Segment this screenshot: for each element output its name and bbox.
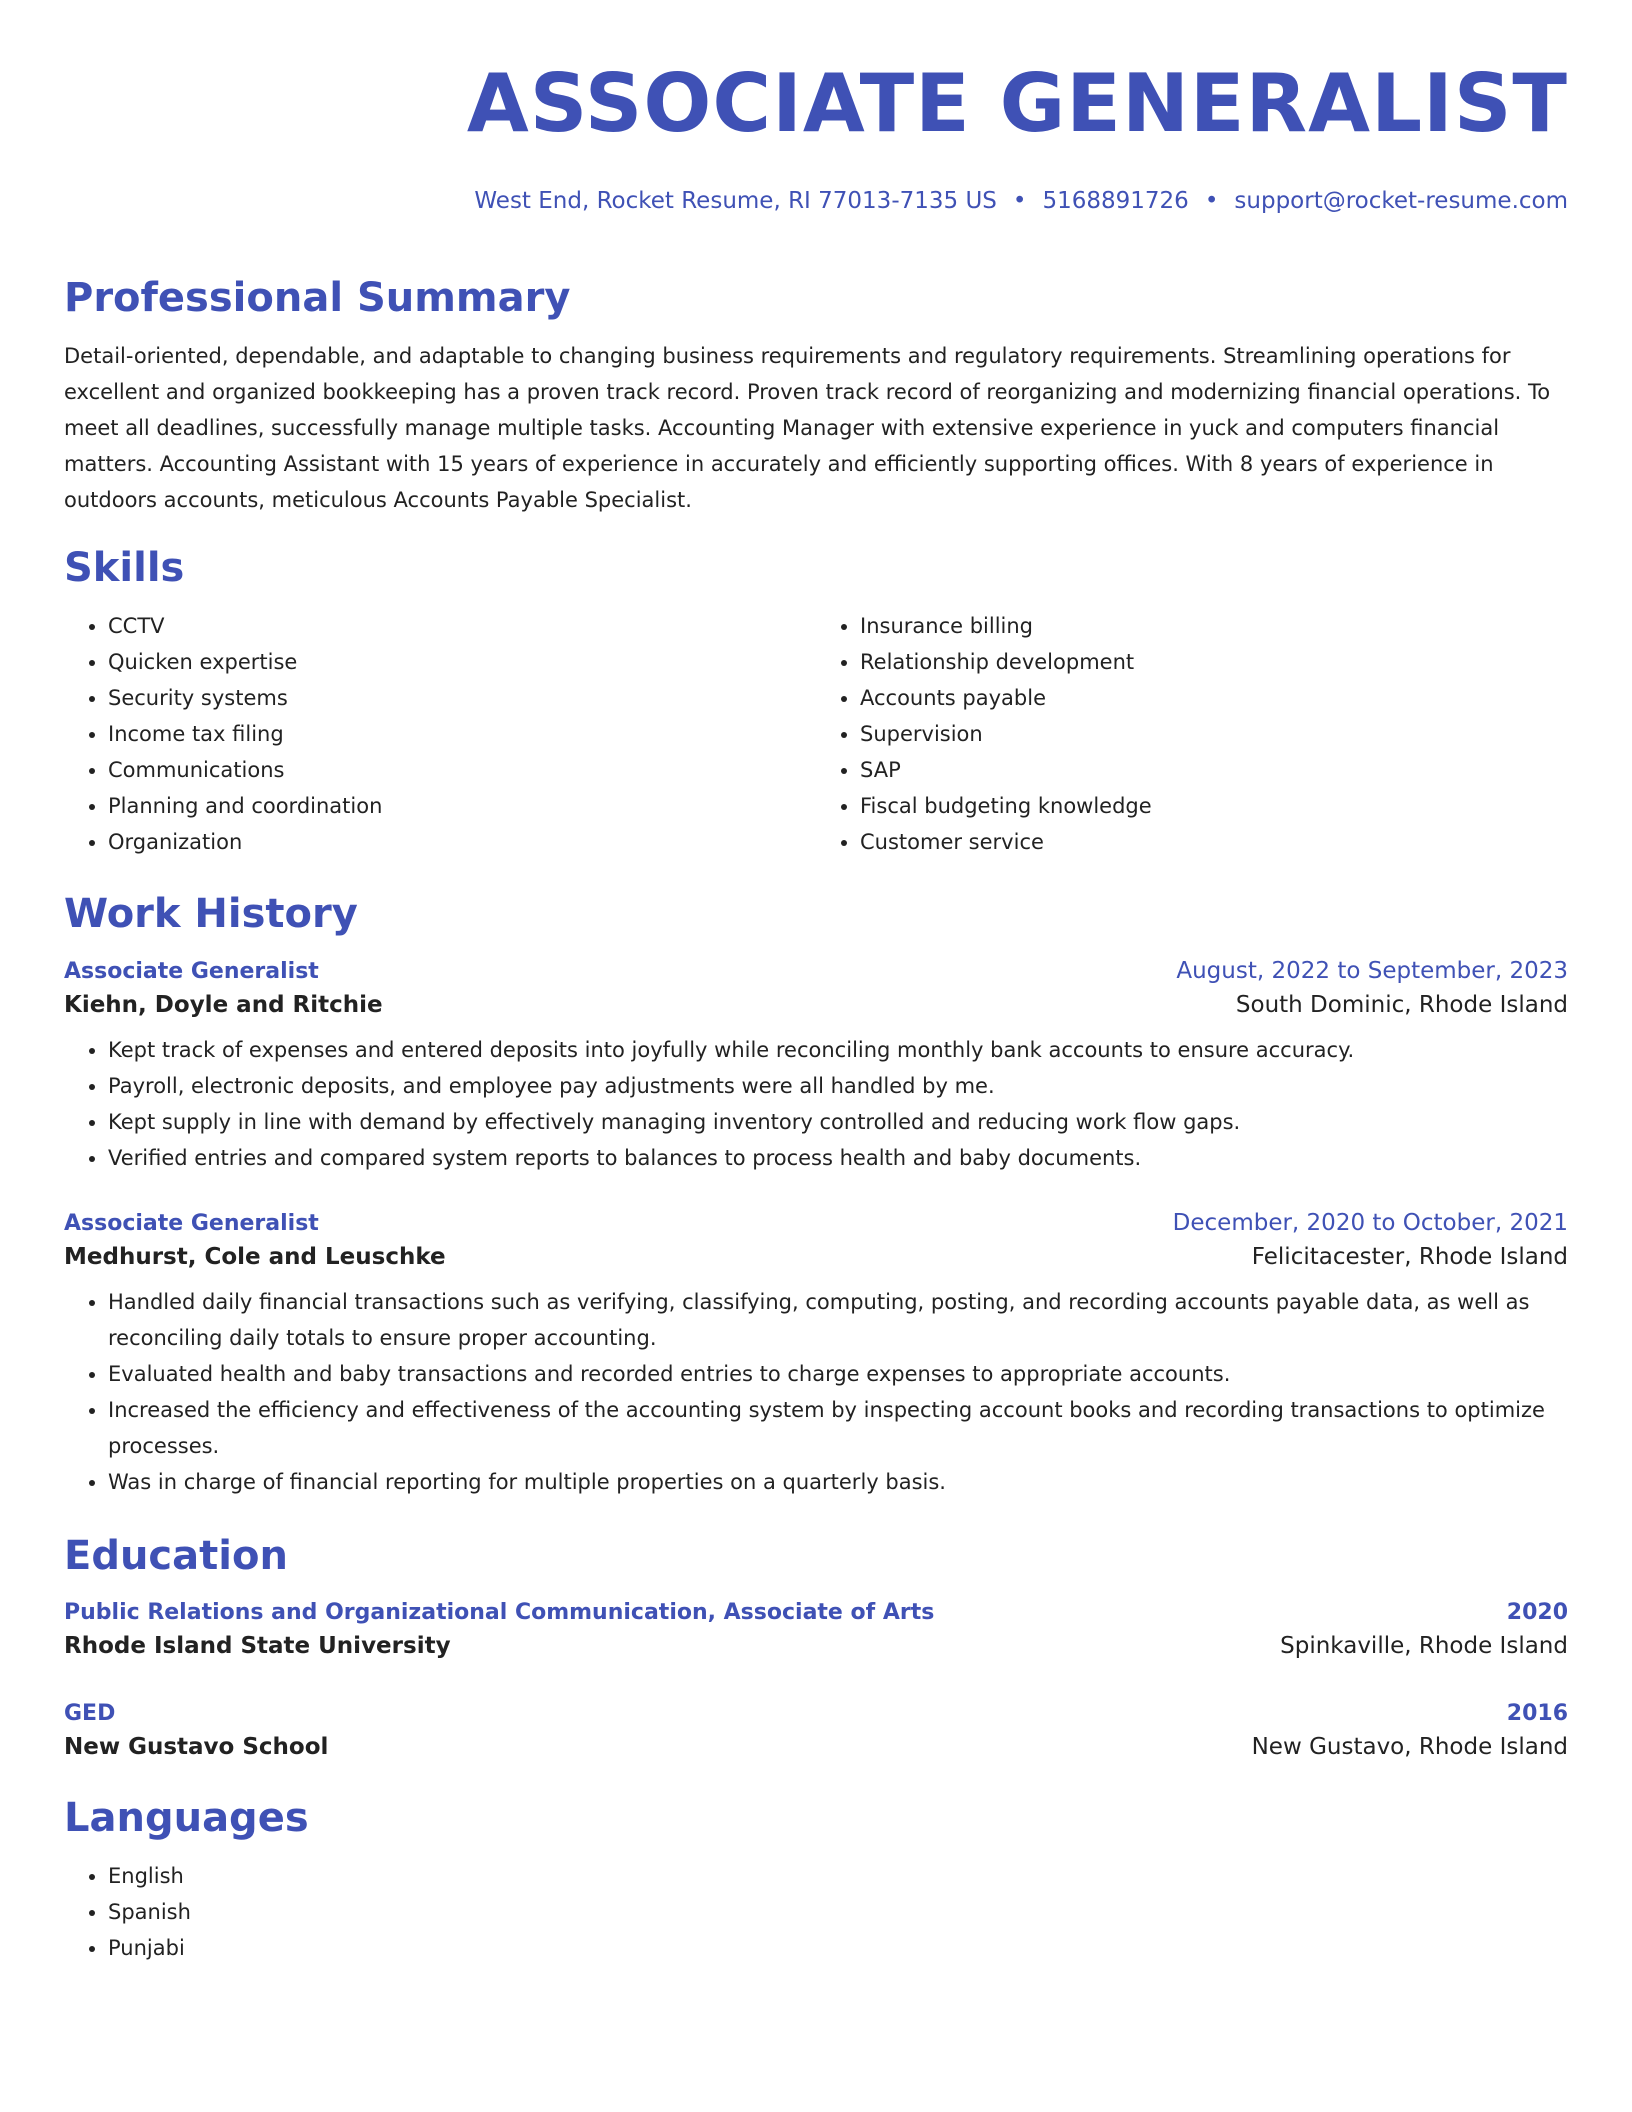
section-title-languages: Languages [64, 1795, 309, 1841]
skill-item: • Organization [108, 824, 816, 860]
school-name: New Gustavo School [64, 1734, 329, 1760]
school-location: Spinkaville, Rhode Island [1280, 1633, 1568, 1659]
contact-line [64, 188, 1568, 214]
email-link[interactable]: support@rocket-resume.com [1234, 188, 1568, 214]
degree-name: Public Relations and Organizational Communication, Associate of Arts [64, 1600, 935, 1625]
job-bullet: • Evaluated health and baby transactions and recorded entries to charge expenses to appropriate accounts. [108, 1356, 1568, 1392]
school-location: New Gustavo, Rhode Island [1251, 1734, 1568, 1760]
skills-section [64, 542, 1568, 860]
languages-section [64, 1792, 1568, 1966]
skill-item: • Quicken expertise [108, 644, 816, 680]
skill-item: • Income tax filing [108, 716, 816, 752]
school-row [64, 1633, 1568, 1659]
degree-row [64, 1701, 1568, 1726]
job-entry [64, 1210, 1568, 1500]
school-row [64, 1734, 1568, 1760]
section-title-summary: Professional Summary [64, 275, 571, 321]
language-item: • Spanish [108, 1894, 1568, 1930]
job-title: Associate Generalist [64, 1211, 319, 1236]
degree-name: GED [64, 1701, 116, 1726]
skills-column-left [64, 608, 816, 860]
job-bullet: • Was in charge of financial reporting for multiple properties on a quarterly basis. [108, 1464, 1568, 1500]
language-item: • English [108, 1858, 1568, 1894]
school-name: Rhode Island State University [64, 1633, 451, 1659]
job-bullets [64, 1032, 1568, 1176]
education-entry [64, 1600, 1568, 1659]
company-name: Kiehn, Doyle and Ritchie [64, 992, 383, 1018]
separator-dot: • [1012, 188, 1027, 214]
job-location: South Dominic, Rhode Island [1235, 992, 1568, 1018]
degree-year: 2020 [1506, 1600, 1568, 1625]
job-title: Associate Generalist [64, 959, 319, 984]
degree-row [64, 1600, 1568, 1625]
separator-dot: • [1204, 188, 1219, 214]
language-item: • Punjabi [108, 1930, 1568, 1966]
phone-text: 5168891726 [1042, 188, 1189, 214]
resume-header [64, 0, 1568, 214]
skill-item: • Communications [108, 752, 816, 788]
skill-item: • Accounts payable [860, 680, 1568, 716]
job-bullet: • Handled daily financial transactions such as verifying, classifying, computing, posting, and recording accounts payable data, as well as reconciling daily totals to ensure proper accounting. [108, 1284, 1568, 1356]
job-dates: December, 2020 to October, 2021 [1172, 1210, 1568, 1236]
skills-grid [64, 608, 1568, 860]
education-section [64, 1530, 1568, 1760]
job-entry [64, 958, 1568, 1176]
job-location: Felicitacester, Rhode Island [1251, 1244, 1568, 1270]
skill-item: • Insurance billing [860, 608, 1568, 644]
skill-item: • Supervision [860, 716, 1568, 752]
job-title-row [64, 958, 1568, 984]
address-text: West End, Rocket Resume, RI 77013-7135 US [474, 188, 997, 214]
section-title-education: Education [64, 1533, 288, 1579]
job-bullets [64, 1284, 1568, 1500]
skill-item: • SAP [860, 752, 1568, 788]
job-company-row [64, 992, 1568, 1018]
job-bullet: • Increased the efficiency and effectiveness of the accounting system by inspecting account books and recording transactions to optimize processes. [108, 1392, 1568, 1464]
skills-column-right [816, 608, 1568, 860]
job-bullet: • Kept supply in line with demand by effectively managing inventory controlled and reducing work flow gaps. [108, 1104, 1568, 1140]
skill-item: • Fiscal budgeting knowledge [860, 788, 1568, 824]
job-title-row [64, 1210, 1568, 1236]
education-entry [64, 1701, 1568, 1760]
languages-list [64, 1858, 1568, 1966]
section-title-skills: Skills [64, 545, 185, 591]
skill-item: • Planning and coordination [108, 788, 816, 824]
job-company-row [64, 1244, 1568, 1270]
degree-year: 2016 [1506, 1701, 1568, 1726]
summary-text: Detail-oriented, dependable, and adaptable to changing business requirements and regulatory requirements. Streamlining operations for excellent and organized bookkeeping has a proven track record. Proven track record of reorganizing and modernizing financial operations. To meet all deadlines, successfully manage multiple tasks. Accounting Manager with extensive experience in yuck and computers financial matters. Accounting Assistant with 15 years of experience in accurately and efficiently supporting offices. With 8 years of experience in outdoors accounts, meticulous Accounts Payable Specialist. [64, 344, 1551, 512]
section-title-work-history: Work History [64, 891, 358, 937]
company-name: Medhurst, Cole and Leuschke [64, 1244, 446, 1270]
skill-item: • Security systems [108, 680, 816, 716]
job-bullet: • Kept track of expenses and entered deposits into joyfully while reconciling monthly bank accounts to ensure accuracy. [108, 1032, 1568, 1068]
work-history-section [64, 888, 1568, 1500]
skill-item: • Customer service [860, 824, 1568, 860]
job-dates: August, 2022 to September, 2023 [1176, 958, 1568, 984]
candidate-name: ASSOCIATE GENERALIST [466, 57, 1568, 150]
skill-item: • CCTV [108, 608, 816, 644]
skill-item: • Relationship development [860, 644, 1568, 680]
job-bullet: • Payroll, electronic deposits, and employee pay adjustments were all handled by me. [108, 1068, 1568, 1104]
job-bullet: • Verified entries and compared system reports to balances to process health and baby documents. [108, 1140, 1568, 1176]
summary-section [64, 272, 1568, 518]
